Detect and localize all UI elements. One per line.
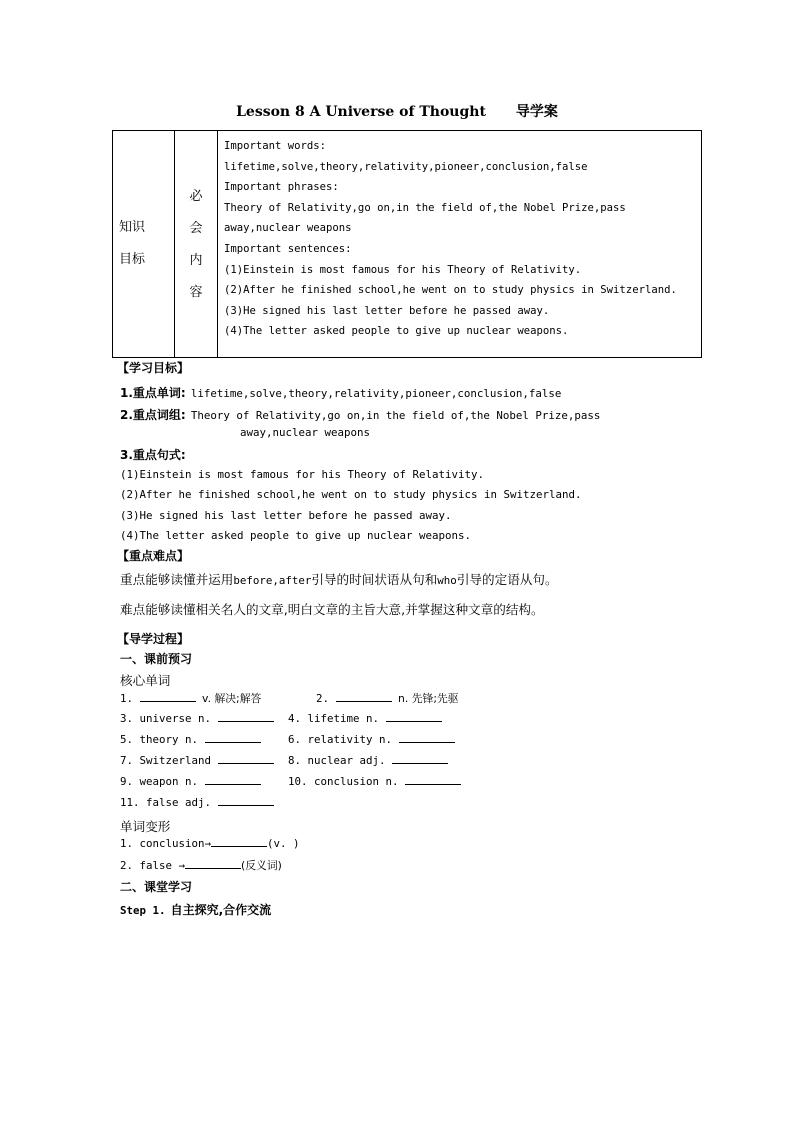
learning-goals-header: 【学习目标】 (117, 361, 190, 375)
part-2-heading: 二、课堂学习 (120, 880, 193, 894)
answer-blank[interactable] (218, 720, 274, 722)
goal-key-words (120, 382, 561, 401)
sentence-4: (4)The letter asked people to give up nuclear weapons. (120, 529, 472, 542)
exercise-item-6: 6. relativity n. (288, 733, 455, 746)
answer-blank[interactable] (211, 845, 267, 847)
goal-1-label: 1.重点单词: (120, 386, 186, 400)
key-point-d: who (437, 574, 457, 587)
exercise-item-5: 5. theory n. (120, 733, 261, 746)
subcategory-char-2: 会 (189, 220, 203, 236)
content-line: (4)The letter asked people to give up nuclear weapons. (224, 325, 569, 338)
answer-blank[interactable] (336, 700, 392, 702)
step-1-text: 自主探究,合作交流 (170, 903, 272, 917)
content-line: Important sentences: (224, 242, 352, 255)
word-form-2: 2. false → (反义词) (120, 859, 282, 872)
content-line: away,nuclear weapons (224, 222, 352, 235)
difficulty-header: 【重点难点】 (117, 549, 190, 563)
exercise-item-1: 1. v. 解决;解答 (120, 692, 262, 705)
content-line: Important phrases: (224, 181, 339, 194)
document-title (0, 101, 794, 121)
content-line: (1)Einstein is most famous for his Theory of Relativity. (224, 263, 582, 276)
exercise-item-11: 11. false adj. (120, 796, 274, 809)
exercise-item-3: 3. universe n. (120, 712, 274, 725)
sentence-1: (1)Einstein is most famous for his Theory of Relativity. (120, 468, 485, 481)
exercise-item-2: 2. n. 先锋;先驱 (316, 692, 459, 705)
knowledge-goals-table (112, 130, 702, 358)
sentence-2: (2)After he finished school,he went on to study physics in Switzerland. (120, 488, 582, 501)
subcategory-char-3: 内 (189, 252, 203, 268)
goal-1-text: lifetime,solve,theory,relativity,pioneer,conclusion,false (190, 387, 562, 400)
difficulty-line: 难点能够读懂相关名人的文章,明白文章的主旨大意,并掌握这种文章的结构。 (120, 602, 544, 617)
answer-blank[interactable] (392, 762, 448, 764)
key-point-a: 重点能够读懂并运用 (120, 572, 234, 587)
answer-blank[interactable] (185, 867, 241, 869)
key-point-e: 引导的定语从句。 (456, 572, 558, 587)
content-line: (2)After he finished school,he went on to study physics in Switzerland. (224, 284, 677, 297)
answer-blank[interactable] (205, 783, 261, 785)
answer-blank[interactable] (218, 804, 274, 806)
key-point-b: before,after (233, 574, 312, 587)
content-line: Important words: (224, 140, 327, 152)
step-1-label: Step 1. (120, 904, 166, 917)
sentence-3: (3)He signed his last letter before he passed away. (120, 509, 452, 522)
part-1-heading: 一、课前预习 (120, 652, 193, 666)
subcategory-char-4: 容 (189, 284, 203, 300)
goal-2-label: 2.重点词组: (120, 408, 186, 422)
answer-blank[interactable] (399, 741, 455, 743)
exercise-item-9: 9. weapon n. (120, 775, 261, 788)
goal-2-text: Theory of Relativity,go on,in the field of,the Nobel Prize,pass (190, 409, 601, 422)
goal-3-label: 3.重点句式: (120, 448, 186, 462)
key-point-c: 引导的时间状语从句和 (311, 572, 438, 587)
word-forms-heading: 单词变形 (120, 819, 171, 834)
content-line: (3)He signed his last letter before he passed away. (224, 304, 550, 317)
process-header: 【导学过程】 (117, 632, 190, 646)
exercise-item-10: 10. conclusion n. (288, 775, 461, 788)
word-form-1: 1. conclusion→ (v. ) (120, 837, 300, 850)
category-line-1: 知识 (119, 220, 146, 235)
answer-blank[interactable] (386, 720, 442, 722)
category-line-2: 目标 (119, 252, 146, 267)
core-words-heading: 核心单词 (120, 673, 171, 688)
title-english: Lesson 8 A Universe of Thought (236, 104, 486, 120)
goal-2-continuation: away,nuclear weapons (240, 426, 371, 439)
table-category-cell (113, 131, 175, 358)
title-chinese: 导学案 (515, 104, 558, 120)
answer-blank[interactable] (140, 700, 196, 702)
exercise-item-4: 4. lifetime n. (288, 712, 442, 725)
content-line: lifetime,solve,theory,relativity,pioneer,conclusion,false (224, 160, 588, 173)
answer-blank[interactable] (405, 783, 461, 785)
answer-blank[interactable] (205, 741, 261, 743)
step-1-line (120, 899, 271, 918)
goal-key-phrases (120, 404, 680, 423)
table-subcategory-cell (175, 131, 218, 358)
subcategory-char-1: 必 (189, 188, 203, 204)
table-content-cell (218, 131, 702, 358)
exercise-item-8: 8. nuclear adj. (288, 754, 448, 767)
answer-blank[interactable] (218, 762, 274, 764)
key-point-line (120, 569, 558, 588)
exercise-item-7: 7. Switzerland (120, 754, 274, 767)
content-line: Theory of Relativity,go on,in the field of,the Nobel Prize,pass (224, 201, 626, 214)
